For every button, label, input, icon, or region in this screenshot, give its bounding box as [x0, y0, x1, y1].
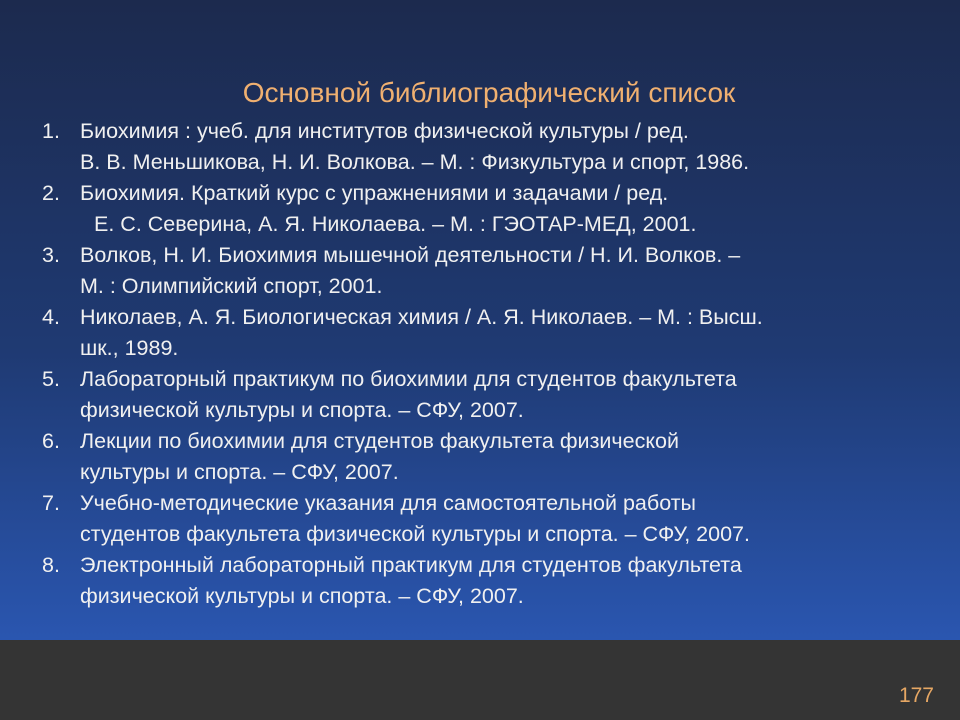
reference-text — [80, 240, 942, 302]
reference-item-3 — [42, 240, 942, 302]
reference-line: шк., 1989. — [80, 336, 179, 360]
reference-text — [80, 178, 942, 240]
reference-number: 3. — [42, 243, 60, 267]
reference-number: 8. — [42, 553, 60, 577]
reference-item-2 — [42, 178, 942, 240]
reference-text — [80, 550, 942, 612]
reference-line: В. В. Меньшикова, Н. И. Волкова. – М. : Физкультура и спорт, 1986. — [80, 150, 750, 174]
reference-line: физической культуры и спорта. – СФУ, 2007. — [80, 584, 524, 608]
reference-line: Лекции по биохимии для студентов факультета физической — [80, 429, 679, 453]
slide-footer — [0, 640, 960, 720]
reference-line: Лабораторный практикум по биохимии для студентов факультета — [80, 367, 737, 391]
reference-text — [80, 302, 942, 364]
reference-line: Учебно-методические указания для самостоятельной работы — [80, 491, 696, 515]
reference-text — [80, 488, 942, 550]
reference-text — [80, 364, 942, 426]
reference-item-5 — [42, 364, 942, 426]
reference-text — [80, 116, 942, 178]
reference-text — [80, 426, 942, 488]
reference-line: Волков, Н. И. Биохимия мышечной деятельности / Н. И. Волков. – — [80, 243, 741, 267]
reference-number: 1. — [42, 119, 60, 143]
reference-line: студентов факультета физической культуры и спорта. – СФУ, 2007. — [80, 522, 750, 546]
reference-line: Биохимия : учеб. для институтов физической культуры / ред. — [80, 119, 689, 143]
reference-line: Электронный лабораторный практикум для студентов факультета — [80, 553, 742, 577]
bibliography-list — [42, 116, 942, 612]
reference-number: 4. — [42, 305, 60, 329]
reference-line: Николаев, А. Я. Биологическая химия / А. Я. Николаев. – М. : Высш. — [80, 305, 763, 329]
reference-line: М. : Олимпийский спорт, 2001. — [80, 274, 383, 298]
reference-number: 6. — [42, 429, 60, 453]
reference-line: культуры и спорта. – СФУ, 2007. — [80, 460, 399, 484]
reference-item-6 — [42, 426, 942, 488]
page-number: 177 — [898, 684, 934, 707]
reference-number: 7. — [42, 491, 60, 515]
reference-item-8 — [42, 550, 942, 612]
reference-item-4 — [42, 302, 942, 364]
reference-number: 5. — [42, 367, 60, 391]
reference-number: 2. — [42, 181, 60, 205]
reference-line: Е. С. Северина, А. Я. Николаева. – М. : ГЭОТАР-МЕД, 2001. — [94, 212, 697, 236]
reference-item-1 — [42, 116, 942, 178]
slide-title: Основной библиографический список — [242, 77, 736, 108]
reference-item-7 — [42, 488, 942, 550]
reference-line: физической культуры и спорта. – СФУ, 2007. — [80, 398, 524, 422]
reference-line: Биохимия. Краткий курс с упражнениями и задачами / ред. — [80, 181, 669, 205]
